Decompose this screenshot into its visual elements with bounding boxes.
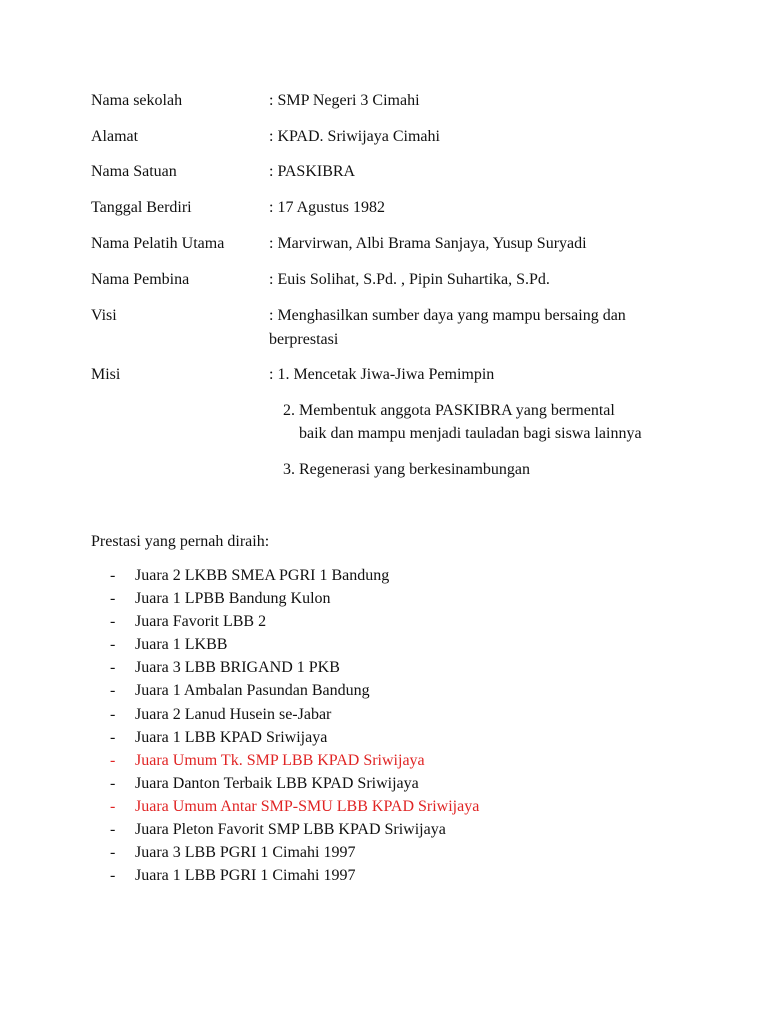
profile-label: Tanggal Berdiri — [91, 199, 192, 216]
achievement-text: Juara 2 Lanud Husein se-Jabar — [135, 705, 332, 723]
achievement-text: Juara 1 LBB KPAD Sriwijaya — [135, 728, 328, 746]
bullet-dash: - — [110, 659, 116, 677]
profile-value: : PASKIBRA — [269, 163, 356, 180]
bullet-dash: - — [110, 844, 116, 862]
achievement-text: Juara Favorit LBB 2 — [135, 613, 267, 631]
achievement-text: Juara Umum Tk. SMP LBB KPAD Sriwijaya — [135, 751, 425, 769]
visi-label: Visi — [91, 307, 117, 324]
profile-label: Alamat — [91, 128, 139, 145]
bullet-dash: - — [110, 867, 116, 885]
bullet-dash: - — [110, 774, 116, 792]
visi-line-2: berprestasi — [269, 331, 339, 348]
profile-label: Nama Pembina — [91, 271, 190, 288]
achievement-text: Juara 1 LBB PGRI 1 Cimahi 1997 — [135, 867, 356, 885]
profile-value: : SMP Negeri 3 Cimahi — [269, 92, 420, 109]
misi-item-1: : 1. Mencetak Jiwa-Jiwa Pemimpin — [269, 366, 495, 383]
profile-label: Nama Satuan — [91, 163, 177, 180]
misi-label: Misi — [91, 366, 121, 383]
profile-value: : Euis Solihat, S.Pd. , Pipin Suhartika, S.Pd. — [269, 271, 550, 288]
achievement-text: Juara 3 LBB BRIGAND 1 PKB — [135, 659, 340, 677]
bullet-dash: - — [110, 613, 116, 631]
achievement-text: Juara 3 LBB PGRI 1 Cimahi 1997 — [135, 844, 356, 862]
visi-line-1: : Menghasilkan sumber daya yang mampu bersaing dan — [269, 307, 626, 324]
bullet-dash: - — [110, 728, 116, 746]
profile-label: Nama Pelatih Utama — [91, 235, 225, 252]
profile-value: : 17 Agustus 1982 — [269, 199, 386, 216]
bullet-dash: - — [110, 567, 116, 584]
achievement-text: Juara Umum Antar SMP-SMU LBB KPAD Sriwijaya — [135, 797, 480, 815]
achievement-text: Juara Danton Terbaik LBB KPAD Sriwijaya — [135, 774, 419, 792]
misi-item-2-line-1: 2. Membentuk anggota PASKIBRA yang bermental — [283, 402, 615, 419]
achievement-text: Juara 1 LPBB Bandung Kulon — [135, 590, 331, 608]
misi-item-3: 3. Regenerasi yang berkesinambungan — [283, 461, 531, 478]
profile-value: : Marvirwan, Albi Brama Sanjaya, Yusup Suryadi — [269, 235, 587, 252]
profile-value: : KPAD. Sriwijaya Cimahi — [269, 128, 440, 145]
achievements-heading: Prestasi yang pernah diraih: — [91, 533, 270, 550]
bullet-dash: - — [110, 821, 116, 839]
achievement-text: Juara 1 Ambalan Pasundan Bandung — [135, 682, 370, 700]
bullet-dash: - — [110, 751, 116, 769]
profile-label: Nama sekolah — [91, 92, 183, 109]
misi-item-2-line-2: baik dan mampu menjadi tauladan bagi siswa lainnya — [299, 425, 642, 442]
achievement-text: Juara 1 LKBB — [135, 636, 228, 654]
bullet-dash: - — [110, 797, 116, 815]
achievement-text: Juara Pleton Favorit SMP LBB KPAD Sriwijaya — [135, 821, 446, 839]
bullet-dash: - — [110, 636, 116, 654]
bullet-dash: - — [110, 682, 116, 700]
visi-row — [91, 304, 691, 352]
bullet-dash: - — [110, 590, 116, 608]
achievement-text: Juara 2 LKBB SMEA PGRI 1 Bandung — [135, 567, 390, 584]
bullet-dash: - — [110, 705, 116, 723]
